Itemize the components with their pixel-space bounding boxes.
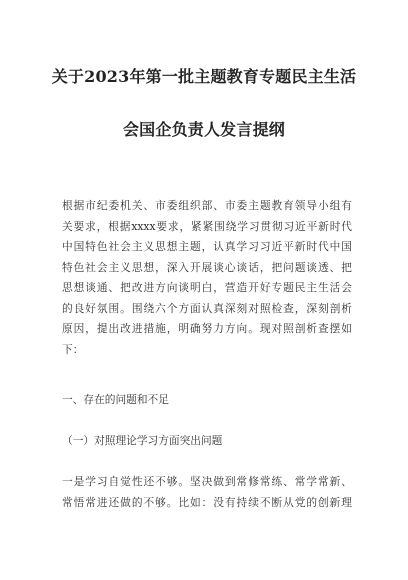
intro-paragraph: [62, 196, 352, 360]
paragraph-line: 思想谈通、把改进方向谈明白，营造开好专题民主生活会: [62, 281, 352, 294]
problem-paragraph: [62, 472, 352, 513]
paragraph-line: 原因，提出改进措施，明确努力方向。现对照剖析查摆如: [62, 322, 352, 335]
document-title-line-1: 关于2023年第一批主题教育专题民主生活: [51, 67, 357, 86]
paragraph-line: 特色社会主义思想，深入开展谈心谈话，把问题谈透、把: [62, 260, 352, 274]
document-title-line-2: 会国企负责人发言提纲: [122, 120, 285, 139]
subsection-heading: （一）对照理论学习方面突出问题: [62, 434, 223, 447]
section-heading: 一、存在的问题和不足: [62, 393, 169, 406]
paragraph-line: 中国特色社会主义思想主题，认真学习习近平新时代中国: [62, 240, 352, 253]
paragraph-line: 关要求，根据xxxx要求，紧紧围绕学习贯彻习近平新时代: [62, 219, 352, 233]
paragraph-line: 的良好氛围。围绕六个方面认真深刻对照检查，深刻剖析: [62, 301, 352, 315]
paragraph-line: 常悟常进还做的不够。比如：没有持续不断从党的创新理: [62, 495, 352, 509]
paragraph-line: 下：: [62, 342, 84, 356]
paragraph-line: 根据市纪委机关、市委组织部、市委主题教育领导小组有: [62, 199, 352, 212]
paragraph-line: 一是学习自觉性还不够。坚决做到常修常练、常学常新、: [62, 475, 352, 488]
